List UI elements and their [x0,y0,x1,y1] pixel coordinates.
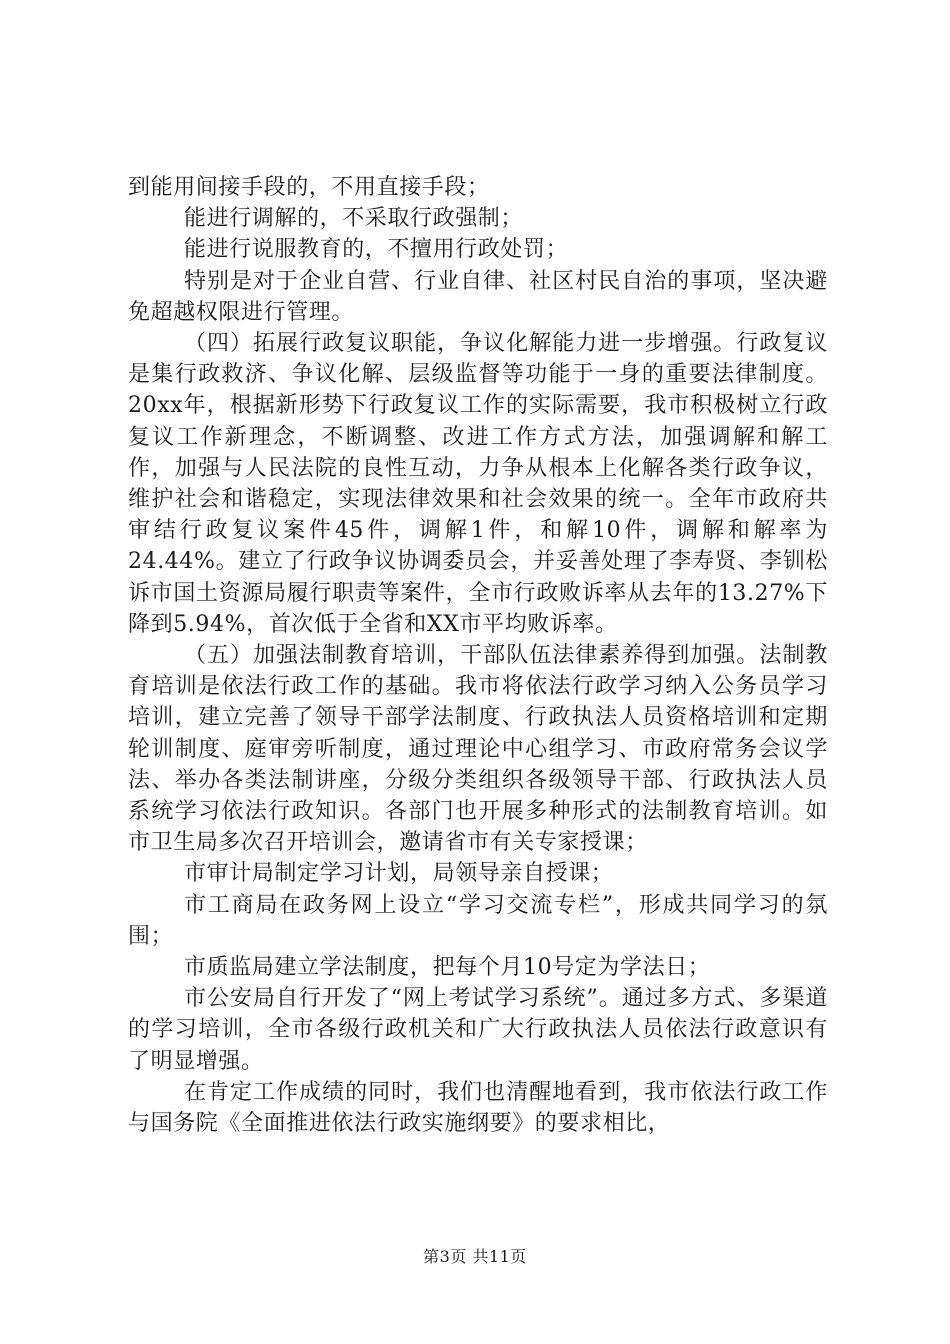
paragraph-section-four: （四）拓展行政复议职能，争议化解能力进一步增强。行政复议是集行政救济、争议化解、层级监督等功能于一身的重要法律制度。20xx年，根据新形势下行政复议工作的实际需要，我市积极树立行政复议工作新理念，不断调整、改进工作方式方法，加强调解和解工作，加强与人民法院的良性互动，力争从根本上化解各类行政争议，维护社会和谐稳定，实现法律效果和社会效果的统一。全年市政府共审结行政复议案件45件，调解1件，和解10件，调解和解率为24.44%。建立了行政争议协调委员会，并妥善处理了李寿贤、李钏松诉市国土资源局履行职责等案件，全市行政败诉率从去年的13.27%下降到5.94%，首次低于全省和XX市平均败诉率。 [128,331,829,637]
paragraph: 能进行说服教育的，不擅用行政处罚； [184,237,569,263]
paragraph: 市审计局制定学习计划，局领导亲自授课； [184,861,614,887]
paragraph: 能进行调解的，不采取行政强制； [184,206,524,232]
paragraph: 在肯定工作成绩的同时，我们也清醒地看到，我市依法行政工作与国务院《全面推进依法行政实施纲要》的要求相比， [128,1079,828,1137]
paragraph: 到能用间接手段的，不用直接手段； [128,175,490,200]
paragraph: 市工商局在政务网上设立“学习交流专栏”，形成共同学习的氛围； [128,892,828,949]
paragraph: 特别是对于企业自营、行业自律、社区村民自治的事项，坚决避免超越权限进行管理。 [128,268,828,325]
paragraph-section-five: （五）加强法制教育培训，干部队伍法律素养得到加强。法制教育培训是依法行政工作的基础。我市将依法行政学习纳入公务员学习培训，建立完善了领导干部学法制度、行政执法人员资格培训和定期轮训制度、庭审旁听制度，通过理论中心组学习、市政府常务会议学法、举办各类法制讲座，分级分类组织各级领导干部、行政执法人员系统学习依法行政知识。各部门也开展多种形式的法制教育培训。如市卫生局多次召开培训会，邀请省市有关专家授课； [128,643,828,856]
paragraph: 市质监局建立学法制度，把每个月10号定为学法日； [184,955,711,981]
page-number-footer: 第3页 共11页 [423,1247,527,1266]
paragraph: 市公安局自行开发了“网上考试学习系统”。通过多方式、多渠道的学习培训，全市各级行政机关和广大行政执法人员依法行政意识有了明显增强。 [128,986,828,1074]
document-body [128,172,828,1139]
